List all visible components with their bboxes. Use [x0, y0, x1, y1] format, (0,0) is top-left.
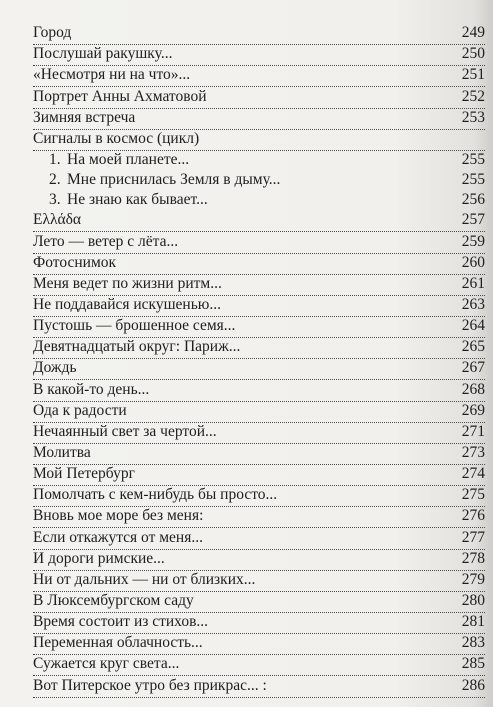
toc-section-heading [33, 130, 485, 151]
toc-entry-title: В какой-то день... [33, 380, 150, 398]
toc-entry-page: 271 [461, 422, 485, 440]
toc-entry [33, 232, 485, 253]
toc-entry [33, 296, 485, 317]
toc-entry [33, 592, 485, 613]
toc-entry-title: Мне приснилась Земля в дыму... [67, 171, 281, 189]
toc-entry-title: Послушай ракушку... [33, 45, 173, 63]
toc-entry [33, 613, 485, 634]
toc-entry-title: Переменная облачность... [33, 634, 203, 652]
toc-entry-title: Девятнадцатый округ: Париж... [33, 338, 241, 356]
toc-entry [33, 655, 485, 676]
toc-entry-page: 261 [461, 274, 485, 292]
toc-entry-page: 277 [461, 528, 485, 546]
table-of-contents [33, 24, 485, 698]
toc-entry-title: Сигналы в космос (цикл) [33, 129, 200, 147]
toc-entry-title: Не знаю как бывает... [67, 191, 208, 209]
toc-entry-page: 281 [461, 613, 485, 631]
toc-entry-title: Молитва [33, 443, 91, 461]
toc-entry-title: Портрет Анны Ахматовой [33, 87, 207, 105]
toc-entry-title: Зимняя встреча [33, 108, 136, 126]
toc-entry [33, 380, 485, 401]
toc-entry-title: Дождь [33, 359, 77, 377]
toc-entry-page: 274 [461, 465, 485, 483]
toc-entry-page: 265 [461, 338, 485, 356]
toc-entry-page: 286 [461, 676, 485, 694]
toc-entry [33, 317, 485, 338]
toc-entry [33, 45, 485, 66]
toc-entry-page: 264 [461, 317, 485, 335]
toc-entry [33, 444, 485, 465]
toc-entry [33, 571, 485, 592]
toc-entry [33, 550, 485, 571]
toc-entry-page: 255 [461, 171, 485, 189]
toc-entry [33, 423, 485, 444]
toc-entry [33, 24, 485, 45]
toc-subentry [33, 191, 485, 211]
toc-entry-title: Вновь мое море без меня: [33, 507, 204, 525]
toc-entry-page: 255 [461, 150, 485, 168]
toc-entry-page: 283 [461, 634, 485, 652]
toc-entry [33, 465, 485, 486]
toc-entry-title: Если откажутся от меня... [33, 528, 203, 546]
toc-subentry-number: 1. [49, 150, 61, 168]
toc-entry-page: 249 [461, 24, 485, 42]
toc-entry [33, 338, 485, 359]
toc-entry-title: Ни от дальних — ни от близких... [33, 570, 256, 588]
toc-entry-page: 267 [461, 359, 485, 377]
toc-entry-title: Ελλάδα [33, 211, 82, 229]
toc-entry-title: Вот Питерское утро без прикрас... : [33, 676, 267, 694]
toc-entry-title: И дороги римские... [33, 549, 165, 567]
toc-entry-page: 268 [461, 380, 485, 398]
toc-entry-title: Время состоит из стихов... [33, 613, 209, 631]
toc-entry [33, 507, 485, 528]
toc-subentry-number: 3. [49, 191, 61, 209]
toc-entry-title: В Люксембургском саду [33, 591, 194, 609]
toc-entry-title: Сужается круг света... [33, 655, 180, 673]
toc-entry [33, 402, 485, 423]
toc-entry-page: 257 [461, 211, 485, 229]
toc-entry-title: Мой Петербург [33, 465, 135, 483]
toc-entry-page: 285 [461, 655, 485, 673]
toc-entry [33, 528, 485, 549]
toc-entry-page: 275 [461, 486, 485, 504]
toc-entry [33, 87, 485, 108]
toc-entry-title: Меня ведет по жизни ритм... [33, 274, 222, 292]
toc-entry-page: 269 [461, 401, 485, 419]
toc-entry-title: Пустошь — брошенное семя... [33, 317, 236, 335]
toc-entry-page: 263 [461, 295, 485, 313]
toc-entry-title: Фотоснимок [33, 253, 117, 271]
toc-entry-page: 279 [461, 570, 485, 588]
toc-entry-title: Город [33, 24, 72, 42]
toc-entry-page: 260 [461, 253, 485, 271]
toc-entry-page: 276 [461, 507, 485, 525]
toc-entry [33, 109, 485, 130]
toc-entry-title: Помолчать с кем-нибудь бы просто... [33, 486, 278, 504]
toc-entry-page: 253 [461, 108, 485, 126]
toc-entry-title: На моей планете... [67, 150, 190, 168]
toc-entry [33, 634, 485, 655]
toc-entry-page: 259 [461, 232, 485, 250]
toc-entry [33, 486, 485, 507]
toc-entry-page: 278 [461, 549, 485, 567]
toc-entry-page: 250 [461, 45, 485, 63]
toc-entry-page: 273 [461, 443, 485, 461]
toc-entry-page: 280 [461, 591, 485, 609]
toc-subentry [33, 171, 485, 191]
toc-entry-page: 251 [461, 66, 485, 84]
toc-subentry-number: 2. [49, 171, 61, 189]
toc-entry [33, 676, 485, 697]
toc-entry-title: Не поддавайся искушенью... [33, 295, 221, 313]
toc-entry-title: «Несмотря ни на что»... [33, 66, 191, 84]
toc-entry [33, 66, 485, 87]
toc-entry-title: Ода к радости [33, 401, 127, 419]
toc-entry-title: Лето — ветер с лёта... [33, 232, 179, 250]
toc-entry-page: 256 [461, 191, 485, 209]
toc-entry [33, 275, 485, 296]
toc-subentry [33, 151, 485, 171]
toc-entry [33, 254, 485, 275]
toc-entry-page: 252 [461, 87, 485, 105]
toc-entry-title: Нечаянный свет за чертой... [33, 422, 217, 440]
toc-entry [33, 359, 485, 380]
toc-entry [33, 211, 485, 232]
